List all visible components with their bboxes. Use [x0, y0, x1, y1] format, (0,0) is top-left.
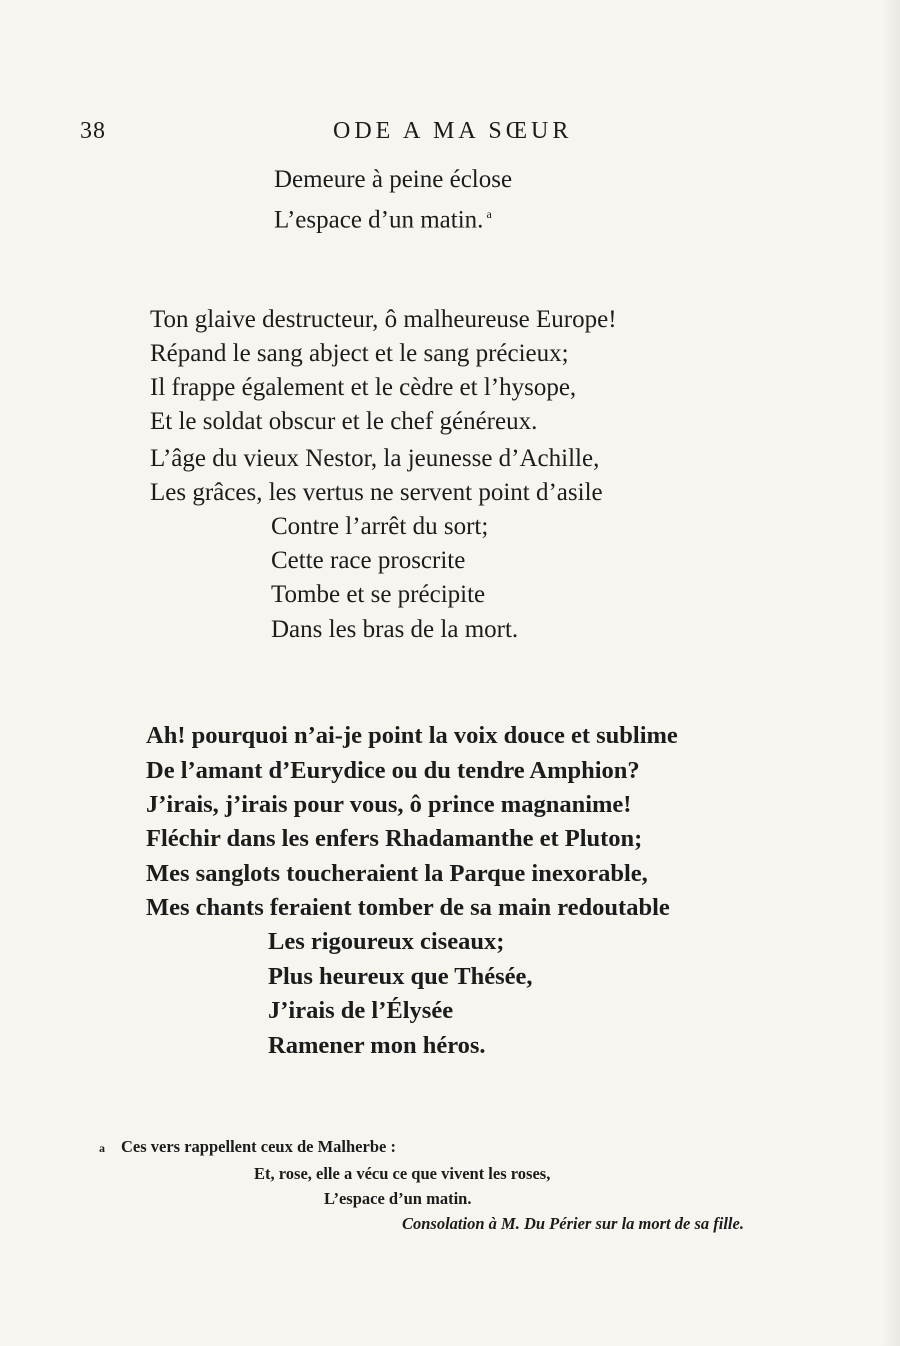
verse-line — [274, 199, 492, 235]
verse-line: J’irais, j’irais pour vous, ô prince magnanime! — [146, 791, 632, 818]
verse-line: Répand le sang abject et le sang précieux; — [150, 340, 569, 367]
verse-line: Dans les bras de la mort. — [271, 616, 519, 643]
verse-line: Et le soldat obscur et le chef généreux. — [150, 408, 538, 435]
verse-line: Contre l’arrêt du sort; — [271, 513, 489, 540]
verse-line: L’âge du vieux Nestor, la jeunesse d’Achille, — [150, 445, 600, 472]
footnote-quote-line: L’espace d’un matin. — [324, 1189, 472, 1208]
verse-line-text: L’espace d’un matin. — [274, 206, 484, 234]
verse-line: J’irais de l’Élysée — [268, 997, 454, 1024]
verse-line: Ramener mon héros. — [268, 1032, 486, 1059]
verse-line: De l’amant d’Eurydice ou du tendre Amphion? — [146, 757, 640, 784]
footnote-marker: a — [99, 1141, 105, 1155]
verse-line: Plus heureux que Thésée, — [268, 963, 533, 990]
footnote-quote-line: Et, rose, elle a vécu ce que vivent les roses, — [254, 1164, 551, 1183]
footnote-source: Consolation à M. Du Périer sur la mort de sa fille. — [402, 1214, 744, 1233]
footnote-intro: Ces vers rappellent ceux de Malherbe : — [121, 1137, 396, 1156]
verse-line: Les grâces, les vertus ne servent point d’asile — [150, 479, 603, 506]
footnote-reference: a — [486, 207, 492, 221]
verse-line: Demeure à peine éclose — [274, 166, 513, 193]
verse-line: Fléchir dans les enfers Rhadamanthe et Pluton; — [146, 825, 643, 852]
page-edge-shadow — [882, 0, 900, 1346]
page-number: 38 — [80, 118, 106, 144]
verse-line: Tombe et se précipite — [271, 581, 486, 608]
verse-line: Ah! pourquoi n’ai-je point la voix douce et sublime — [146, 722, 678, 749]
verse-line: Mes chants feraient tomber de sa main redoutable — [146, 894, 670, 921]
verse-line: Cette race proscrite — [271, 547, 466, 574]
verse-line: Ton glaive destructeur, ô malheureuse Europe! — [150, 306, 617, 333]
verse-line: Il frappe également et le cèdre et l’hysope, — [150, 374, 577, 401]
running-title: ODE A MA SŒUR — [333, 118, 573, 144]
verse-line: Les rigoureux ciseaux; — [268, 928, 505, 955]
verse-line: Mes sanglots toucheraient la Parque inexorable, — [146, 860, 648, 887]
